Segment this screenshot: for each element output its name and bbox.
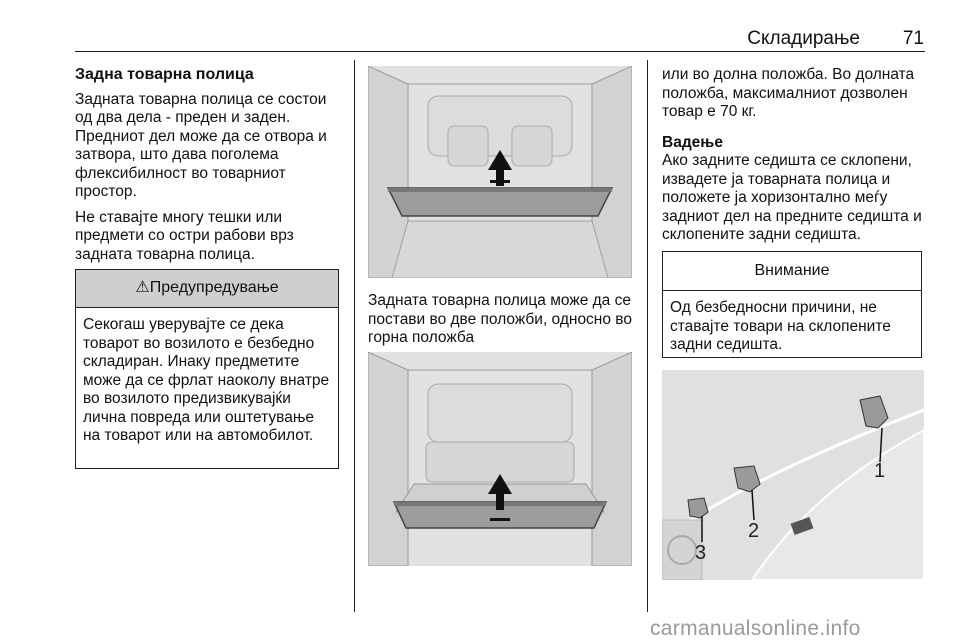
cargo-shelf-lower-position-image xyxy=(368,352,632,566)
paragraph-3: или во долна положба. Во долната положба, максималниот дозволен товар е 70 кг. xyxy=(662,66,915,120)
subheading-removal: Вадење xyxy=(662,133,723,151)
warning-text: Секогаш уверувајте се дека товарот во возилото е безбедно складиран. Инаку предметите може да се фрлат наоколу внатре во возилото предизвикувајќи лична повреда или оштетување на товарот или на автомобилот. xyxy=(83,316,330,444)
figure-label-2: 2 xyxy=(748,520,760,542)
figure-caption: Задната товарна полица може да се постави во две положби, односно во горна положба xyxy=(368,292,632,346)
warning-box xyxy=(75,269,339,469)
warning-title: Предупредување xyxy=(149,279,279,296)
paragraph-2: Не ставајте многу тешки или предмети со остри рабови врз задната товарна полица. xyxy=(75,208,294,263)
figure-label-1: 1 xyxy=(874,460,886,482)
caution-text: Од безбедносни причини, не ставајте товари на склопените задни седишта. xyxy=(670,299,891,353)
column-divider-1 xyxy=(354,60,355,612)
column-1 xyxy=(75,66,345,271)
header-rule xyxy=(75,51,925,52)
page-header-title: Складирање xyxy=(747,28,860,49)
caution-header: Внимание xyxy=(663,252,921,291)
paragraph-1: Задната товарна полица се состои од два дела - преден и заден. Предниот дел може да се отвора и затвора, што дава поголема флексибилност во товарниот простор. xyxy=(75,90,327,200)
column-3 xyxy=(662,66,932,252)
section-heading: Задна товарна полица xyxy=(75,66,254,83)
column-2-caption xyxy=(368,292,638,355)
warning-icon: ⚠ xyxy=(135,279,150,296)
paragraph-4: Ако задните седишта се склопени, извадете ја товарната полица и положете ја хоризонтално меѓу задниот дел на предните седишта и склопените задни седишта. xyxy=(662,152,922,243)
watermark: carmanualsonline.info xyxy=(650,617,861,640)
caution-box xyxy=(662,251,922,358)
page-number: 71 xyxy=(902,28,924,49)
figure-label-3: 3 xyxy=(695,542,707,564)
cargo-shelf-supports-image xyxy=(662,370,924,580)
warning-header xyxy=(76,270,338,308)
cargo-shelf-upper-position-image xyxy=(368,66,632,278)
column-divider-2 xyxy=(647,60,648,612)
